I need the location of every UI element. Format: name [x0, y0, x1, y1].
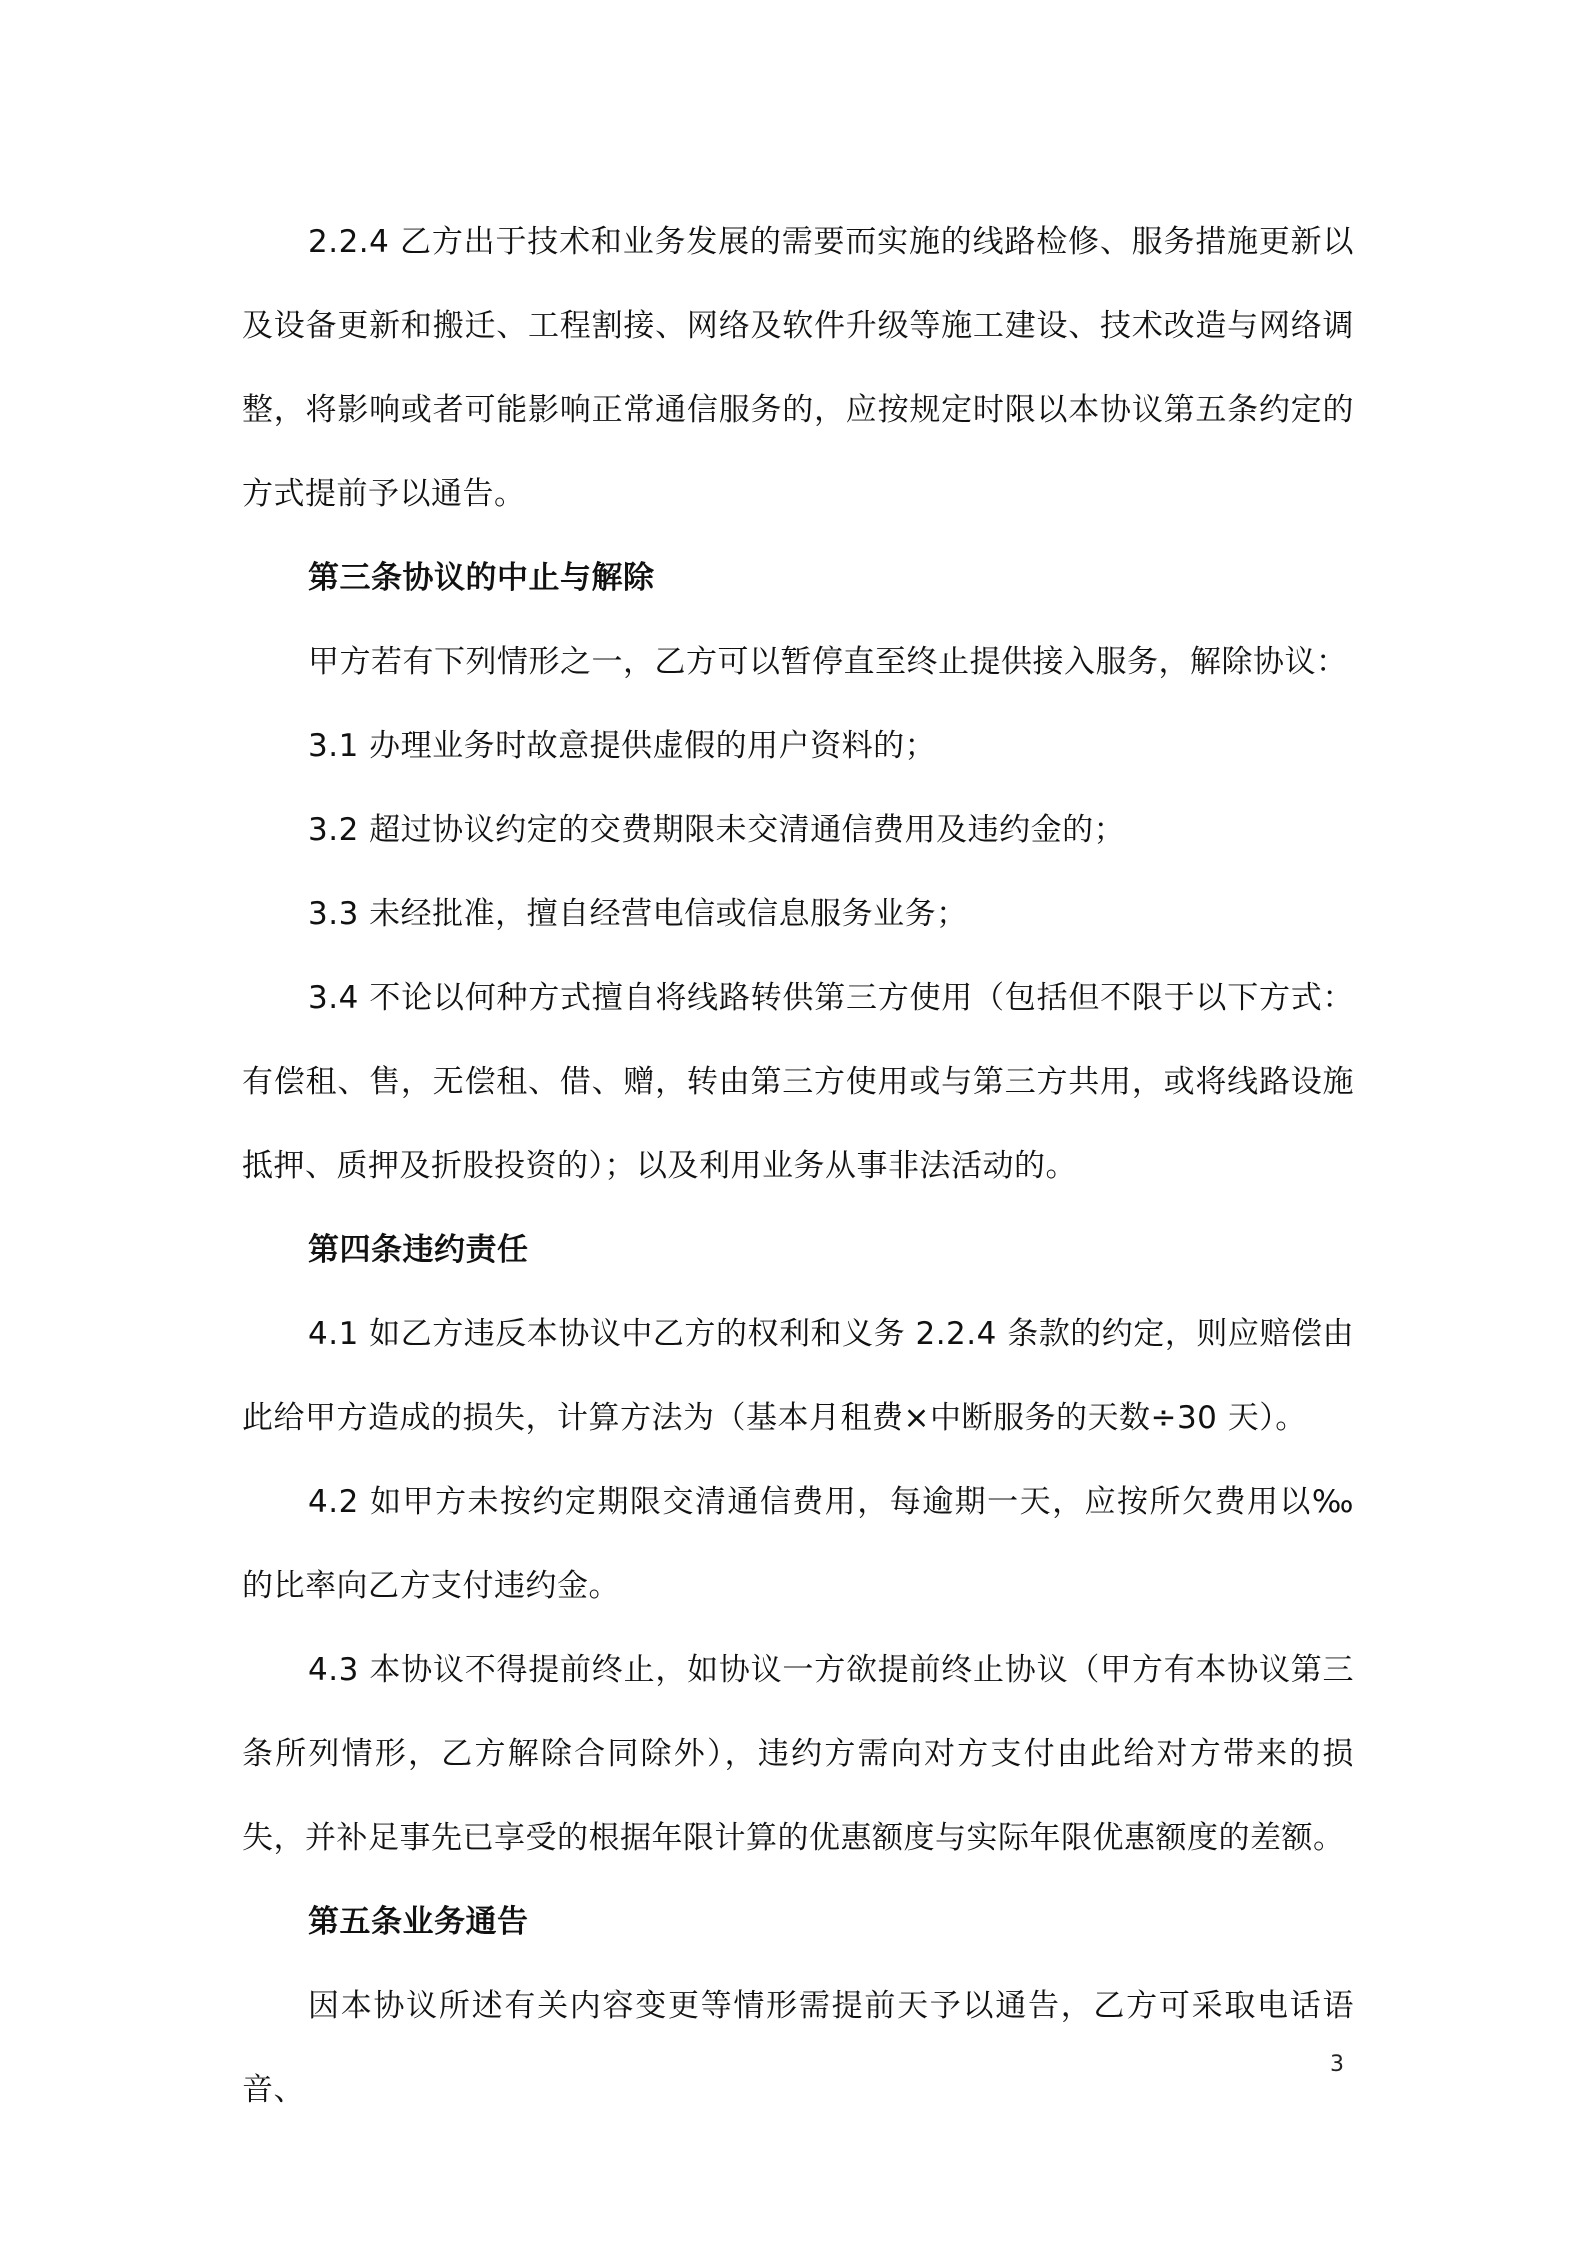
article-5-heading: 第五条业务通告	[308, 1904, 529, 1940]
clause-4-3: 4.3 本协议不得提前终止，如协议一方欲提前终止协议（甲方有本协议第三条所列情形，乙方解除合同除外），违约方需向对方支付由此给对方带来的损失，并补足事先已享受的根据年限计算的优惠额度与实际年限优惠额度的差额。	[242, 1652, 1354, 1856]
article-3-heading: 第三条协议的中止与解除	[308, 560, 655, 596]
article-4-heading: 第四条违约责任	[308, 1232, 529, 1268]
clause-4-2: 4.2 如甲方未按约定期限交清通信费用，每逾期一天，应按所欠费用以‰的比率向乙方支付违约金。	[242, 1484, 1354, 1604]
page-number: 3	[1330, 2052, 1344, 2077]
article-3-intro: 甲方若有下列情形之一，乙方可以暂停直至终止提供接入服务，解除协议：	[308, 644, 1348, 680]
clause-2-2-4: 2.2.4 乙方出于技术和业务发展的需要而实施的线路检修、服务措施更新以及设备更新和搬迁、工程割接、网络及软件升级等施工建设、技术改造与网络调整，将影响或者可能影响正常通信服务的，应按规定时限以本协议第五条约定的方式提前予以通告。	[242, 224, 1354, 512]
article-5-text: 因本协议所述有关内容变更等情形需提前天予以通告，乙方可采取电话语音、	[242, 1988, 1354, 2108]
clause-3-4: 3.4 不论以何种方式擅自将线路转供第三方使用（包括但不限于以下方式：有偿租、售，无偿租、借、赠，转由第三方使用或与第三方共用，或将线路设施抵押、质押及折股投资的）；以及利用业务从事非法活动的。	[242, 980, 1354, 1184]
document-body	[242, 200, 1354, 2132]
clause-3-1: 3.1 办理业务时故意提供虚假的用户资料的；	[308, 728, 937, 764]
clause-3-3: 3.3 未经批准，擅自经营电信或信息服务业务；	[308, 896, 968, 932]
clause-3-2: 3.2 超过协议约定的交费期限未交清通信费用及违约金的；	[308, 812, 1126, 848]
clause-4-1: 4.1 如乙方违反本协议中乙方的权利和义务 2.2.4 条款的约定，则应赔偿由此给甲方造成的损失，计算方法为（基本月租费×中断服务的天数÷30 天）。	[242, 1316, 1354, 1436]
